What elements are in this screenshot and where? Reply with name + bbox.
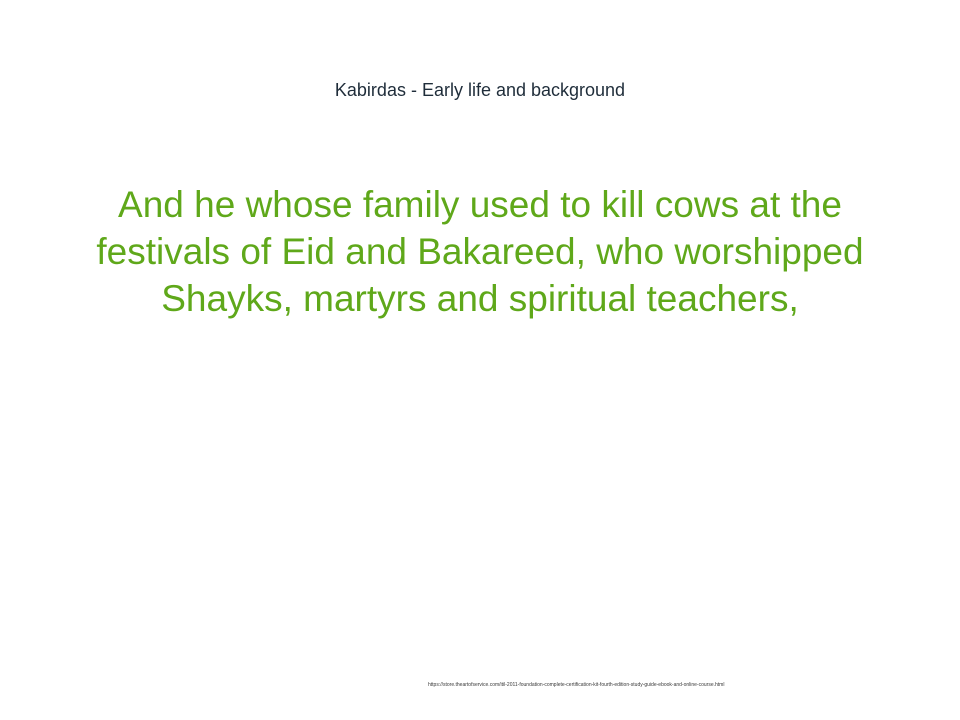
slide-title: Kabirdas - Early life and background bbox=[334, 80, 626, 100]
slide-body-text: And he whose family used to kill cows at the festivals of Eid and Bakareed, who worshipped Shayks, martyrs and spiritual teachers, bbox=[96, 184, 864, 319]
source-url-link[interactable]: https://store.theartofservice.com/itil-2011-foundation-complete-certification-kit-fourth-edition-study-guide-ebook-and-online-course.html bbox=[428, 682, 725, 688]
